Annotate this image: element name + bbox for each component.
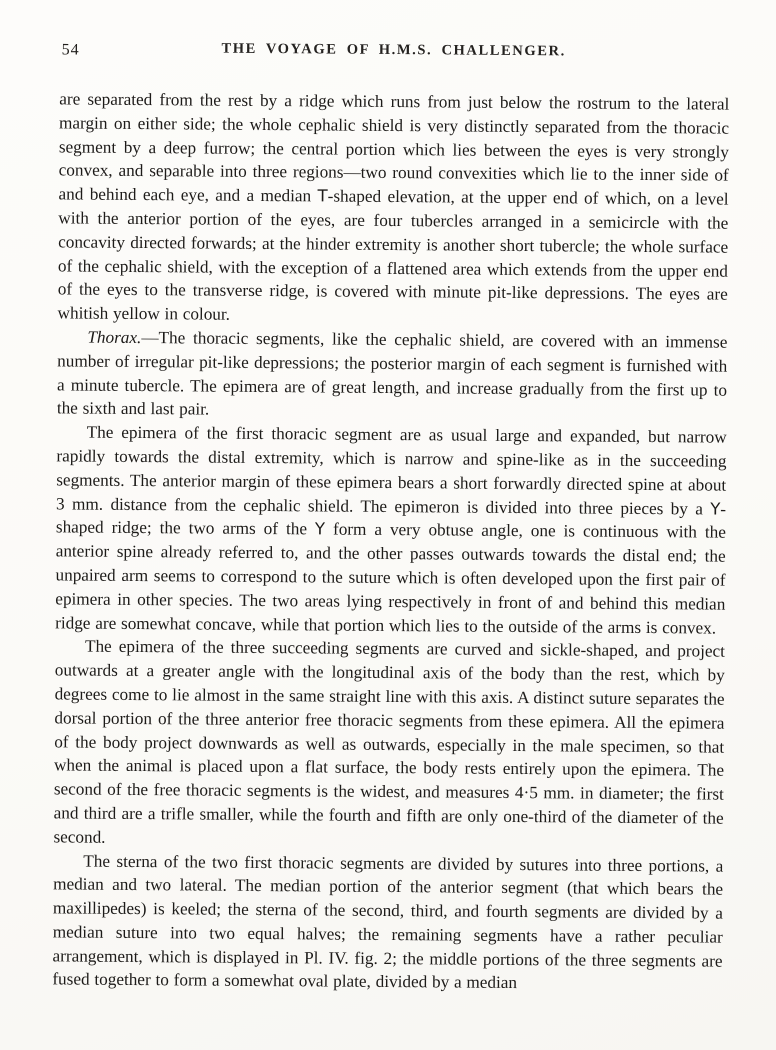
- paragraph: [58, 87, 730, 330]
- text-block: [52, 87, 729, 997]
- paragraph: [57, 325, 728, 425]
- running-title: THE VOYAGE OF H.M.S. CHALLENGER.: [221, 40, 566, 60]
- text-segment: form a very obtuse angle, one is continuous with the anterior spine already referred to, and the other passes outwards towards the distal end; the unpaired arm seems to correspond to the suture which is often developed upon the first pair of epimera in other species. The two areas lying respectively in front of and behind this median ridge are somewhat concave, while that portion which lies to the outside of the arms is convex.: [55, 519, 726, 638]
- text-segment: -shaped elevation, at the upper end of which, on a level with the anterior portion of the eyes, are four tubercles arranged in a semicircle with the concavity directed forwards; at the hinder extremity is another short tubercle; the whole surface of the cephalic shield, with the exception of a flattened area which extends from the upper end of the eyes to the transverse ridge, is covered with minute pit-like depressions. The eyes are whitish yellow in colour.: [57, 186, 729, 324]
- page-content: [52, 39, 730, 996]
- text-segment-italic: Thorax.: [87, 327, 142, 348]
- paragraph: [55, 421, 727, 640]
- text-segment: The epimera of the three succeeding segments are curved and sickle-shaped, and project outwards at a greater angle with the longitudinal axis of the body than the rest, which by degrees come to lie almost in the same straight line with this axis. A distinct suture separates the dorsal portion of the three anterior free thoracic segments from these epimera. All the epimera of the body project downwards as well as outwards, especially in the male specimen, so that when the animal is placed upon a flat surface, the body rests entirely upon the epimera. The second of the free thoracic segments is the widest, and measures 4·5 mm. in diameter; the first and third are a trifle smaller, while the fourth and fifth are only one-third of the diameter of the second.: [53, 636, 726, 847]
- text-segment-glyph: Y: [314, 519, 326, 539]
- text-segment: The epimera of the first thoracic segment are as usual large and expanded, but narrow rapidly towards the distal extremity, which is narrow and spine-like as in the succeeding segments. The anterior margin of these epimera bears a short forwardly directed spine at about 3 mm. distance from the cephalic shield. The epimeron is divided into three pieces by a: [56, 422, 727, 519]
- page-header: [60, 39, 728, 68]
- paragraph: [52, 849, 723, 997]
- text-segment-glyph: Y: [710, 499, 721, 519]
- text-segment: The sterna of the two first thoracic segments are divided by sutures into three portions, a median and two lateral. The median portion of the anterior segment (that which bears the maxillipedes) is keeled; the sterna of the second, third, and fourth segments are divided by a median suture into two equal halves; the remaining segments have a rather peculiar arrangement, which is displayed in Pl. IV. fig. 2; the middle portions of the three segments are fused together to form a somewhat oval plate, divided by a median: [52, 851, 724, 993]
- paragraph: [53, 635, 725, 854]
- page-number: 54: [61, 41, 80, 59]
- text-segment: —The thoracic segments, like the cephalic shield, are covered with an immense number of irregular pit-like depressions; the posterior margin of each segment is furnished with a minute tubercle. The epimera are of great length, and increase gradually from the first up to the sixth and last pair.: [56, 328, 728, 419]
- text-segment: -shaped ridge; the two arms of the: [55, 499, 727, 539]
- text-segment: are separated from the rest by a ridge which runs from just below the rostrum to the lateral margin on either side; the whole cephalic shield is very distinctly separated from the thoracic segment by a deep furrow; the central portion which lies between the eyes is very strongly convex, and separable into three regions—two round convexities which lie to the inner side of and behind each eye, and a median: [58, 89, 730, 206]
- text-segment-glyph: T: [317, 186, 328, 206]
